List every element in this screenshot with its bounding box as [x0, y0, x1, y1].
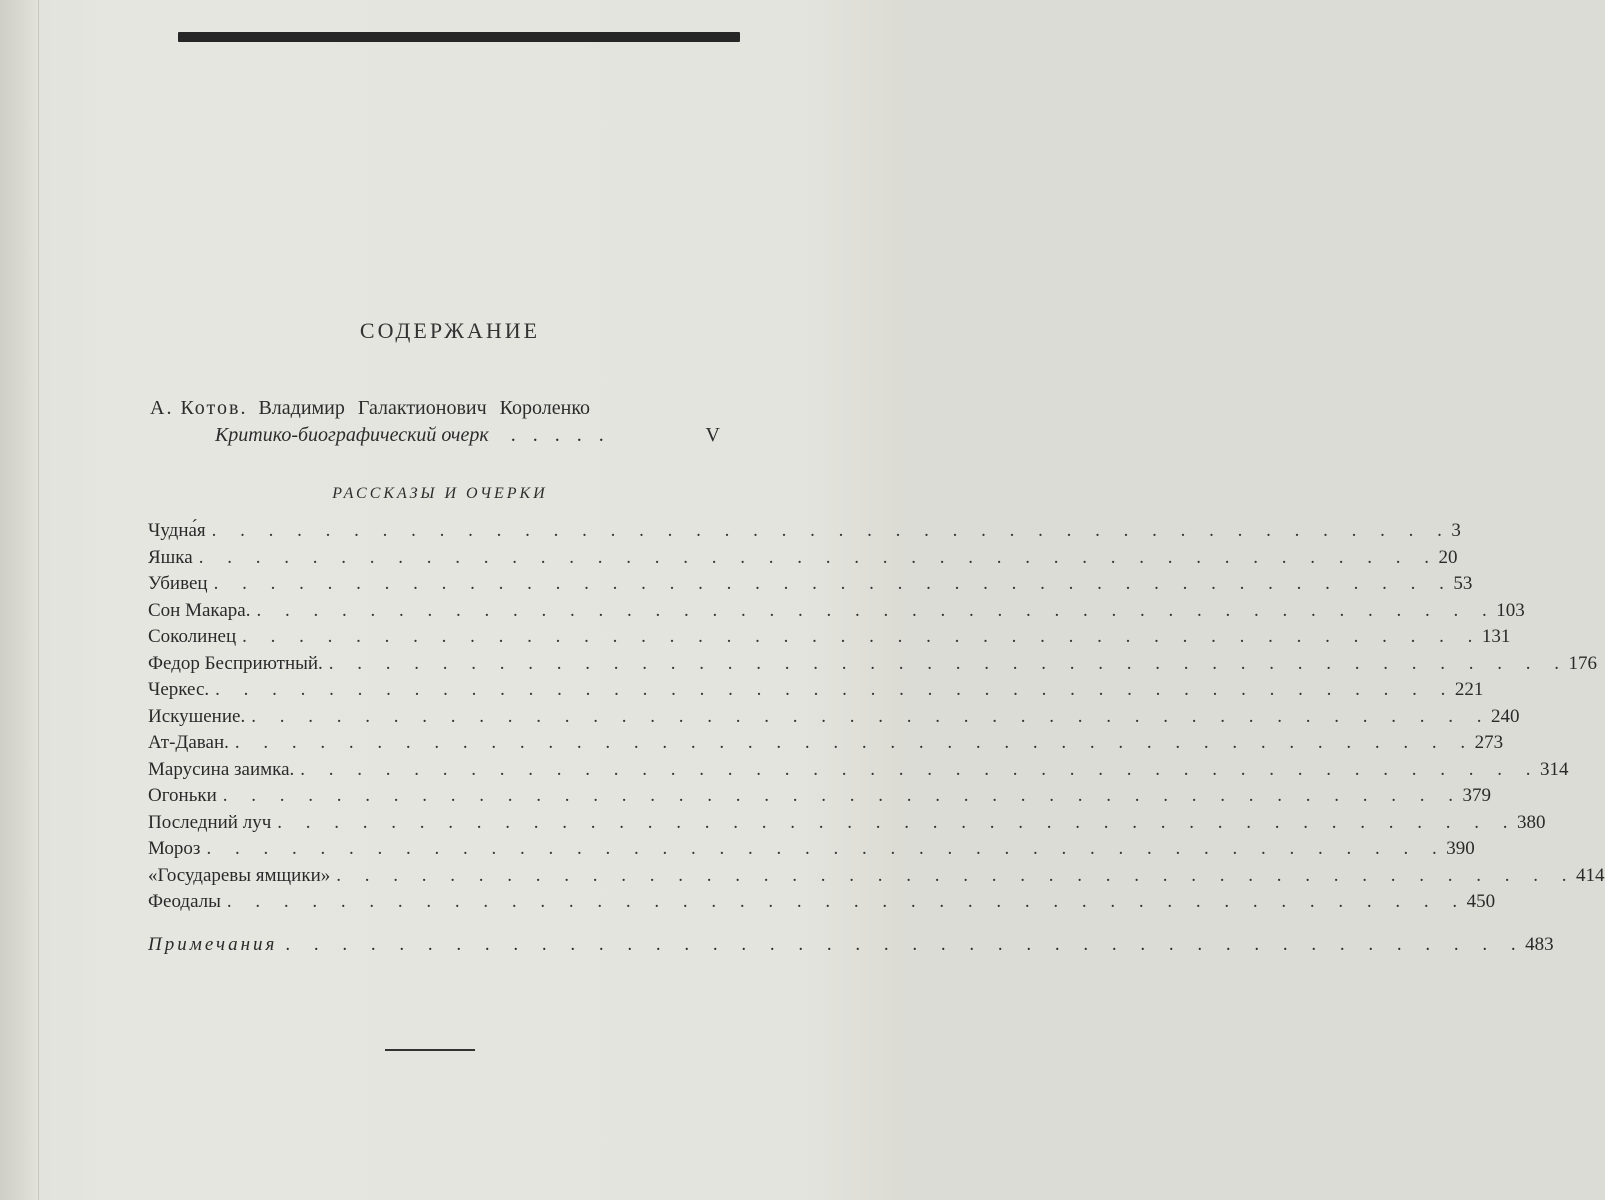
intro-leader-dots: . . . . .	[510, 424, 610, 446]
leader-dots: . . . . . . . . . . . . . . . . . . . . . . . . . . . . . . . . . . . . . . . . . . . .	[198, 546, 1439, 568]
contents-heading: СОДЕРЖАНИЕ	[359, 318, 541, 343]
toc-entry-page: 314	[1540, 758, 1569, 780]
toc-entry	[148, 732, 1504, 759]
toc-entry	[148, 705, 1520, 733]
toc-entry	[148, 838, 1475, 865]
leader-dots: . . . . . . . . . . . . . . . . . . . . . . . . . . . . . . . . . . . . . . . . . . . .	[222, 785, 1463, 806]
toc-entry-page: 414	[1576, 864, 1605, 886]
toc-entry	[148, 891, 1496, 918]
toc-entry-title: Искушение.	[148, 705, 246, 727]
toc-entry-title: Ат-Даван.	[148, 732, 229, 753]
notes-page-number: 483	[1525, 934, 1554, 955]
leader-dots: . . . . . . . . . . . . . . . . . . . . . . . . . . . . . . . . . . . . . . . . . . . .	[211, 520, 1452, 541]
intro-author-line	[150, 397, 720, 420]
toc-entry	[148, 864, 1605, 892]
bottom-rule	[385, 1049, 475, 1051]
toc-entry-title: Сон Макара.	[148, 599, 251, 621]
notes-row	[148, 934, 1554, 956]
toc-entry-title: Последний луч	[148, 811, 272, 833]
toc-list	[148, 520, 1605, 918]
toc-entry-page: 380	[1517, 811, 1546, 833]
notes-title: Примечания	[148, 934, 278, 955]
leader-dots: . . . . . . . . . . . . . . . . . . . . . . . . . . . . . . . . . . . . . . . . . . . .	[242, 626, 1482, 647]
page-binding-edge	[0, 0, 39, 1200]
leader-dots: . . . . . . . . . . . . . . . . . . . . . . . . . . . . . . . . . . . . . . . . . . . .	[213, 573, 1454, 594]
leader-dots: . . . . . . . . . . . . . . . . . . . . . . . . . . . . . . . . . . . . . . . . . . . .	[277, 811, 1517, 833]
leader-dots: . . . . . . . . . . . . . . . . . . . . . . . . . . . . . . . . . . . . . . . . . . . .	[234, 732, 1475, 753]
leader-dots: . . . . . . . . . . . . . . . . . . . . . . . . . . . . . . . . . . . . . . . . . . . .	[285, 934, 1526, 955]
intro-title-word: Короленко	[499, 397, 591, 419]
toc-entry-title: Огоньки	[148, 785, 217, 806]
intro-page-number: V	[705, 424, 720, 446]
leader-dots: . . . . . . . . . . . . . . . . . . . . . . . . . . . . . . . . . . . . . . . . . . . .	[256, 599, 1497, 621]
toc-entry	[148, 520, 1461, 547]
toc-entry-page: 273	[1474, 732, 1504, 753]
intro-subtitle: Критико-биографический очерк	[215, 424, 489, 446]
leader-dots: . . . . . . . . . . . . . . . . . . . . . . . . . . . . . . . . . . . . . . . . . . . .	[300, 758, 1541, 780]
toc-entry-page: 53	[1453, 573, 1473, 594]
toc-entry	[148, 573, 1473, 600]
toc-entry	[148, 811, 1546, 839]
top-decorative-bar	[178, 32, 740, 42]
toc-entry-title: «Государевы ямщики»	[148, 864, 331, 886]
toc-entry-page: 240	[1490, 705, 1520, 727]
toc-entry	[148, 679, 1484, 706]
intro-title-word: Владимир	[258, 397, 345, 419]
toc-entry	[148, 626, 1511, 653]
leader-dots: . . . . . . . . . . . . . . . . . . . . . . . . . . . . . . . . . . . . . . . . . . . .	[251, 705, 1491, 727]
section-heading: РАССКАЗЫ И ОЧЕРКИ	[332, 485, 548, 502]
toc-entry-title: Черкес.	[148, 679, 210, 700]
toc-entry-page: 3	[1451, 520, 1461, 541]
toc-entry	[148, 758, 1569, 786]
toc-entry	[148, 785, 1492, 812]
toc-entry-title: Яшка	[148, 546, 193, 568]
intro-essay-row	[215, 424, 720, 447]
intro-title-word: Галактионович	[357, 397, 487, 419]
toc-entry-title: Убивец	[148, 573, 208, 594]
toc-entry-page: 379	[1462, 785, 1492, 806]
leader-dots: . . . . . . . . . . . . . . . . . . . . . . . . . . . . . . . . . . . . . . . . . . . .	[226, 891, 1467, 912]
intro-author: А. Котов.	[150, 397, 248, 419]
toc-entry-title: Феодалы	[148, 891, 221, 912]
toc-entry-title: Соколинец	[148, 626, 237, 647]
toc-entry-page: 131	[1481, 626, 1511, 647]
toc-entry-title: Марусина заимка.	[148, 758, 295, 780]
toc-entry-title: Мороз	[148, 838, 201, 859]
toc-entry-page: 20	[1438, 546, 1458, 568]
leader-dots: . . . . . . . . . . . . . . . . . . . . . . . . . . . . . . . . . . . . . . . . . . . .	[328, 652, 1569, 674]
leader-dots: . . . . . . . . . . . . . . . . . . . . . . . . . . . . . . . . . . . . . . . . . . . .	[336, 864, 1577, 886]
toc-entry-page: 176	[1568, 652, 1598, 674]
toc-entry	[148, 546, 1458, 574]
toc-entry-page: 103	[1496, 599, 1525, 621]
toc-entry	[148, 652, 1598, 680]
toc-entry-page: 390	[1446, 838, 1475, 859]
leader-dots: . . . . . . . . . . . . . . . . . . . . . . . . . . . . . . . . . . . . . . . . . . . .	[215, 679, 1455, 700]
toc-entry	[148, 599, 1525, 627]
toc-entry-title: Чудна́я	[148, 520, 206, 541]
toc-entry-page: 450	[1466, 891, 1496, 912]
toc-entry-title: Федор Бесприютный.	[148, 652, 323, 674]
toc-entry-page: 221	[1454, 679, 1484, 700]
leader-dots: . . . . . . . . . . . . . . . . . . . . . . . . . . . . . . . . . . . . . . . . . . . .	[206, 838, 1447, 859]
